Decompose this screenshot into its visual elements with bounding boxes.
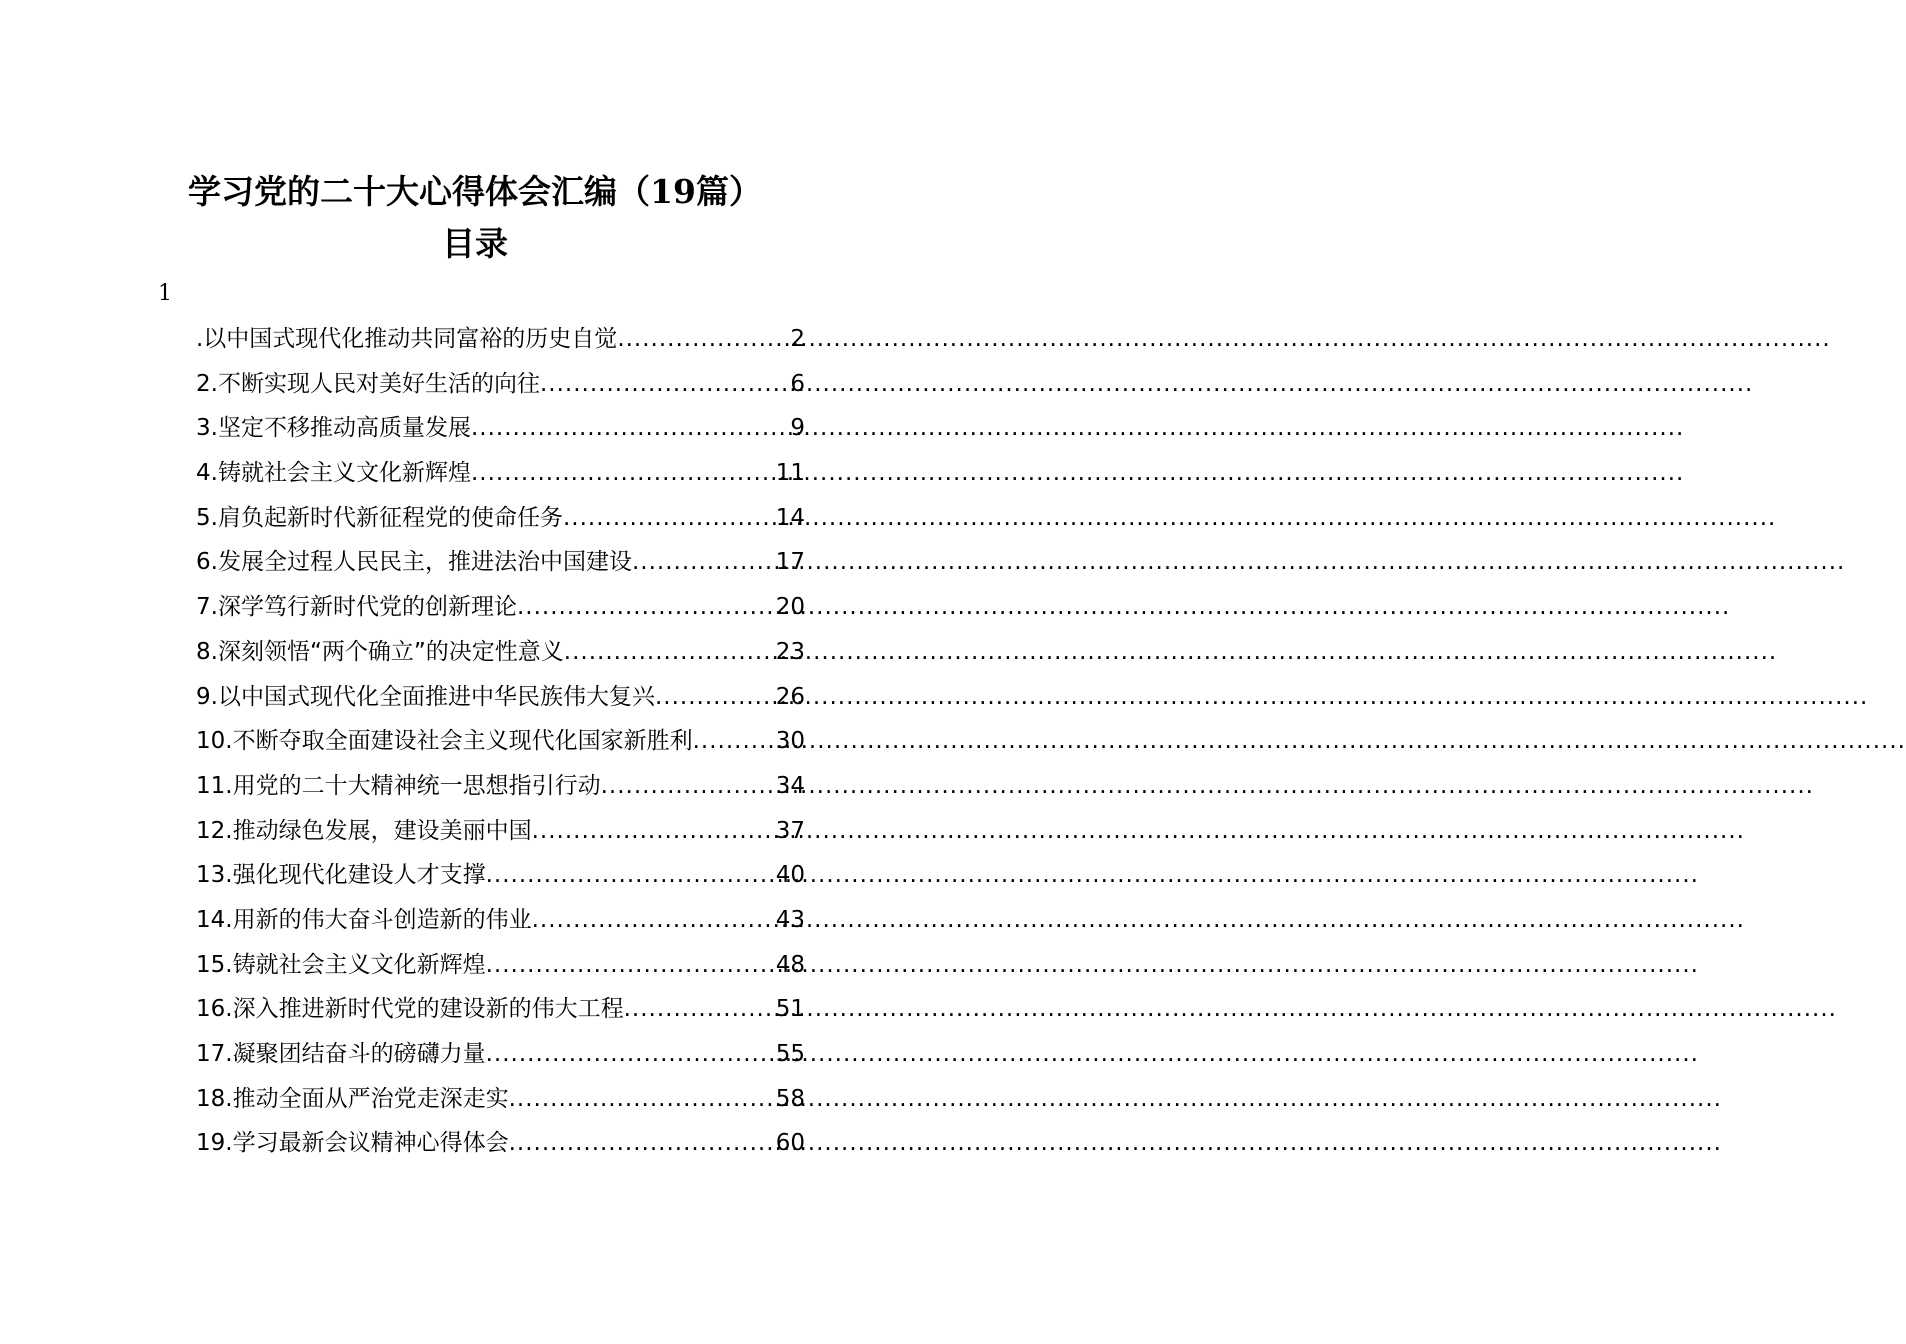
toc-entry-title: 4.铸就社会主义文化新辉煌 <box>196 460 471 487</box>
toc-dot-leader <box>617 317 790 362</box>
toc-entry-6[interactable] <box>196 540 805 585</box>
toc-entry-page: 55 <box>775 1041 805 1067</box>
toc-entry-title: 12.推动绿色发展，建设美丽中国 <box>196 817 532 844</box>
toc-entry-title: 17.凝聚团结奋斗的磅礴力量 <box>196 1041 486 1067</box>
toc-entry-19[interactable] <box>196 1121 805 1166</box>
toc-entry-7[interactable] <box>196 585 805 630</box>
toc-entry-page: 37 <box>775 817 805 844</box>
toc-entry-page: 23 <box>775 638 805 665</box>
toc-entry-title: 13.强化现代化建设人才支撑 <box>196 862 486 889</box>
toc-entry-5[interactable] <box>196 496 805 541</box>
toc-entry-3[interactable] <box>196 406 805 451</box>
toc-entry-title: 3.坚定不移推动高质量发展 <box>196 415 471 442</box>
toc-entry-page: 14 <box>775 504 805 531</box>
section-number: 1 <box>158 281 172 306</box>
toc-entry-title: 5.肩负起新时代新征程党的使命任务 <box>196 504 563 531</box>
toc-entry-page: 26 <box>775 683 805 710</box>
toc-entry-13[interactable] <box>196 853 805 898</box>
toc-entry-title: 18.推动全面从严治党走深走实 <box>196 1085 509 1112</box>
toc-entry-10[interactable] <box>196 719 805 764</box>
toc-entry-page: 60 <box>775 1130 805 1157</box>
toc-entry-title: 15.铸就社会主义文化新辉煌 <box>196 951 486 978</box>
toc-entry-page: 40 <box>775 862 805 889</box>
toc-entry-page: 17 <box>775 549 805 576</box>
toc-entry-1[interactable] <box>196 317 805 362</box>
toc-entry-title: 16.深入推进新时代党的建设新的伟大工程 <box>196 996 624 1023</box>
toc-dot-leader <box>655 675 776 720</box>
toc-entry-14[interactable] <box>196 898 805 943</box>
toc-dot-leader <box>486 943 776 988</box>
toc-entry-title: 8.深刻领悟“两个确立”的决定性意义 <box>196 638 564 665</box>
toc-dot-leader <box>471 451 776 496</box>
toc-dot-leader <box>532 809 776 854</box>
toc-entry-17[interactable] <box>196 1032 805 1077</box>
toc-dot-leader <box>563 496 776 541</box>
toc-dot-leader <box>486 853 776 898</box>
toc-dot-leader <box>532 898 776 943</box>
toc-dot-leader <box>564 630 776 675</box>
toc-entry-page: 6 <box>790 370 805 397</box>
toc-entry-16[interactable] <box>196 987 805 1032</box>
toc-entry-12[interactable] <box>196 809 805 854</box>
toc-heading: 目录 <box>442 224 508 263</box>
toc-entry-4[interactable] <box>196 451 805 496</box>
toc-entry-title: .以中国式现代化推动共同富裕的历史自觉 <box>196 326 618 352</box>
toc-entry-page: 2 <box>790 326 805 352</box>
toc-entry-title: 19.学习最新会议精神心得体会 <box>196 1130 509 1157</box>
document-title: 学习党的二十大心得体会汇编（19篇） <box>188 172 762 211</box>
toc-entry-title: 10.不断夺取全面建设社会主义现代化国家新胜利 <box>196 728 693 755</box>
toc-entry-page: 9 <box>790 415 805 442</box>
toc-entry-page: 58 <box>775 1085 805 1112</box>
toc-entry-page: 34 <box>775 772 805 799</box>
toc-dot-leader <box>693 719 776 764</box>
toc-entry-page: 43 <box>775 906 805 933</box>
toc-dot-leader <box>624 987 776 1032</box>
toc-entry-page: 48 <box>775 951 805 978</box>
toc-entry-title: 7.深学笃行新时代党的创新理论 <box>196 594 517 621</box>
toc-dot-leader <box>540 362 790 407</box>
toc-entry-page: 30 <box>775 728 805 755</box>
toc-entry-18[interactable] <box>196 1077 805 1122</box>
toc-entry-title: 11.用党的二十大精神统一思想指引行动 <box>196 772 601 799</box>
toc-dot-leader <box>517 585 776 630</box>
toc-entry-2[interactable] <box>196 362 805 407</box>
toc-dot-leader <box>509 1121 776 1166</box>
toc-entry-title: 2.不断实现人民对美好生活的向往 <box>196 370 540 397</box>
toc-entry-8[interactable] <box>196 630 805 675</box>
toc-dot-leader <box>486 1032 776 1077</box>
toc-dot-leader <box>601 764 776 809</box>
toc-entry-page: 20 <box>775 594 805 621</box>
toc-entry-page: 51 <box>775 996 805 1023</box>
toc-dot-leader <box>471 406 790 451</box>
toc-entry-title: 14.用新的伟大奋斗创造新的伟业 <box>196 906 532 933</box>
toc-entry-page: 11 <box>775 460 805 487</box>
toc-entry-title: 9.以中国式现代化全面推进中华民族伟大复兴 <box>196 683 655 710</box>
toc-entry-9[interactable] <box>196 675 805 720</box>
toc-entry-15[interactable] <box>196 943 805 988</box>
table-of-contents <box>196 317 805 1166</box>
toc-dot-leader <box>509 1077 776 1122</box>
toc-dot-leader <box>632 540 776 585</box>
toc-entry-11[interactable] <box>196 764 805 809</box>
toc-entry-title: 6.发展全过程人民民主，推进法治中国建设 <box>196 549 632 576</box>
